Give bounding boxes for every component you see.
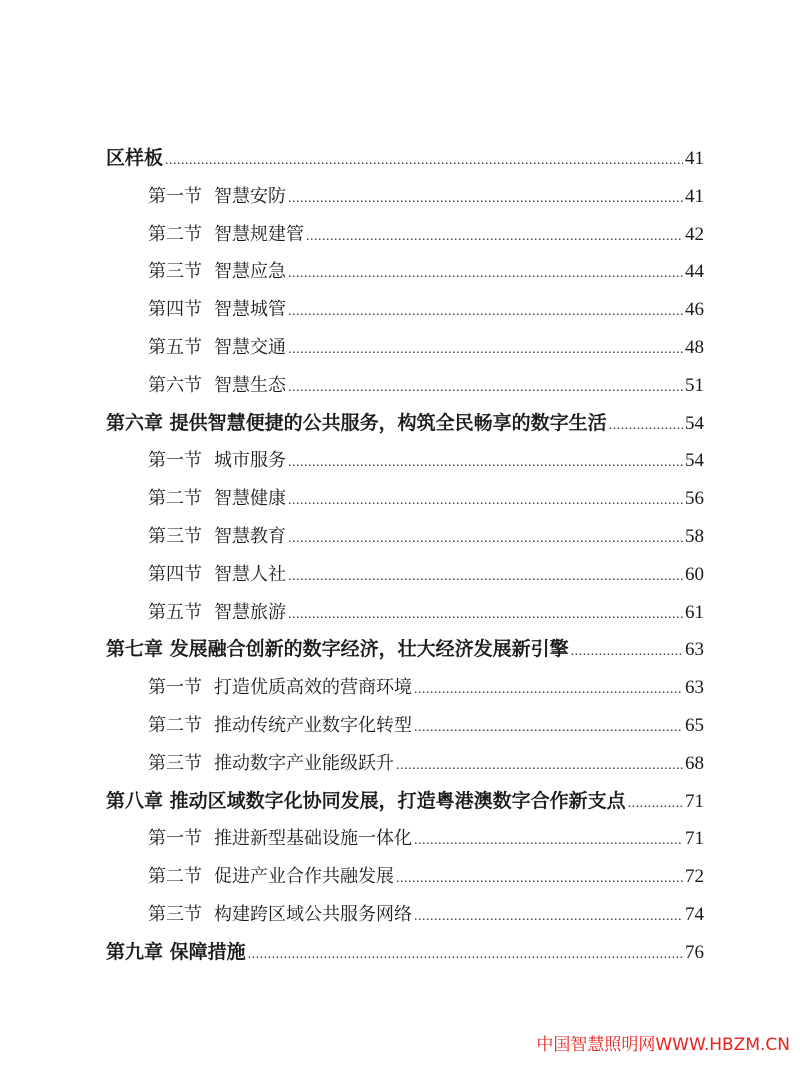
toc-title-text: 第七章 发展融合创新的数字经济，壮大经济发展新引擎 — [106, 638, 569, 661]
toc-title-text: 打造优质高效的营商环境 — [214, 677, 412, 699]
table-of-contents — [106, 140, 704, 972]
dot-leader — [288, 369, 683, 407]
toc-page-number: 51 — [685, 374, 704, 396]
dot-leader — [288, 520, 683, 558]
dot-leader — [288, 482, 683, 520]
toc-title-text: 智慧旅游 — [214, 601, 286, 623]
toc-section-entry[interactable] — [106, 669, 704, 707]
toc-page-number: 63 — [685, 677, 704, 699]
toc-title-text: 推动传统产业数字化转型 — [214, 714, 412, 736]
toc-section-number: 第二节 — [148, 223, 202, 245]
toc-title-text: 智慧健康 — [214, 488, 286, 510]
toc-section-number: 第一节 — [148, 828, 202, 850]
toc-page-number: 60 — [685, 563, 704, 585]
toc-section-number: 第四节 — [148, 563, 202, 585]
toc-section-entry[interactable] — [106, 594, 704, 632]
toc-section-entry[interactable] — [106, 291, 704, 329]
toc-chapter-entry[interactable] — [106, 140, 704, 178]
toc-entry-title — [148, 556, 286, 594]
toc-page-number: 68 — [685, 752, 704, 774]
toc-entry-title — [148, 669, 412, 707]
toc-title-text: 第八章 推动区域数字化协同发展，打造粤港澳数字合作新支点 — [106, 789, 626, 812]
dot-leader — [288, 444, 683, 482]
toc-section-number: 第一节 — [148, 450, 202, 472]
toc-page-number: 71 — [685, 828, 704, 850]
toc-entry-title — [106, 140, 163, 178]
toc-section-number: 第三节 — [148, 752, 202, 774]
toc-section-number: 第六节 — [148, 374, 202, 396]
toc-section-entry[interactable] — [106, 329, 704, 367]
toc-title-text: 智慧安防 — [214, 185, 286, 207]
toc-page-number: 41 — [685, 185, 704, 207]
toc-page-number: 42 — [685, 223, 704, 245]
toc-entry-title — [148, 745, 394, 783]
toc-title-text: 智慧交通 — [214, 336, 286, 358]
dot-leader — [288, 255, 683, 293]
dot-leader — [396, 860, 683, 898]
toc-page-number: 61 — [685, 601, 704, 623]
toc-entry-title — [148, 442, 286, 480]
toc-entry-title — [148, 518, 286, 556]
dot-leader — [396, 747, 683, 785]
toc-section-number: 第五节 — [148, 601, 202, 623]
toc-section-entry[interactable] — [106, 556, 704, 594]
dot-leader — [288, 293, 683, 331]
toc-section-entry[interactable] — [106, 442, 704, 480]
toc-section-number: 第三节 — [148, 903, 202, 925]
dot-leader — [414, 898, 683, 936]
toc-section-entry[interactable] — [106, 253, 704, 291]
toc-section-number: 第三节 — [148, 261, 202, 283]
toc-title-text: 构建跨区域公共服务网络 — [214, 903, 412, 925]
toc-title-text: 区样板 — [106, 147, 164, 169]
dot-leader — [288, 596, 683, 634]
watermark: 中国智慧照明网WWW.HBZM.CN — [536, 1035, 790, 1055]
toc-page-number: 74 — [685, 903, 704, 925]
toc-entry-title — [148, 329, 286, 367]
toc-entry-title — [148, 707, 412, 745]
toc-entry-title — [148, 253, 286, 291]
toc-page-number: 46 — [685, 299, 704, 321]
toc-title-text: 第六章 提供智慧便捷的公共服务，构筑全民畅享的数字生活 — [106, 411, 607, 434]
dot-leader — [414, 709, 683, 747]
toc-title-text: 智慧生态 — [214, 374, 286, 396]
dot-leader — [288, 331, 683, 369]
toc-page-number: 65 — [685, 714, 704, 736]
toc-section-entry[interactable] — [106, 820, 704, 858]
dot-leader — [288, 558, 683, 596]
toc-chapter-entry[interactable] — [106, 934, 704, 972]
toc-chapter-entry[interactable] — [106, 405, 704, 443]
toc-page-number: 54 — [685, 450, 704, 472]
toc-title-text: 促进产业合作共融发展 — [214, 866, 394, 888]
toc-page-number: 63 — [685, 639, 704, 661]
toc-page-number: 72 — [685, 866, 704, 888]
toc-page-number: 71 — [685, 790, 704, 812]
toc-title-text: 智慧教育 — [214, 525, 286, 547]
toc-entry-title — [148, 216, 304, 254]
toc-section-number: 第一节 — [148, 185, 202, 207]
toc-entry-title — [148, 291, 286, 329]
toc-section-entry[interactable] — [106, 367, 704, 405]
toc-section-number: 第四节 — [148, 299, 202, 321]
dot-leader — [165, 142, 683, 180]
toc-section-number: 第五节 — [148, 336, 202, 358]
toc-entry-title — [148, 367, 286, 405]
toc-entry-title — [106, 934, 246, 972]
dot-leader — [571, 633, 683, 671]
toc-section-entry[interactable] — [106, 480, 704, 518]
toc-title-text: 智慧城管 — [214, 299, 286, 321]
toc-section-entry[interactable] — [106, 518, 704, 556]
dot-leader — [628, 785, 683, 823]
toc-title-text: 推进新型基础设施一体化 — [214, 828, 412, 850]
toc-section-entry[interactable] — [106, 858, 704, 896]
toc-section-number: 第二节 — [148, 488, 202, 510]
dot-leader — [288, 180, 683, 218]
toc-entry-title — [148, 480, 286, 518]
toc-section-number: 第一节 — [148, 677, 202, 699]
toc-title-text: 智慧应急 — [214, 261, 286, 283]
dot-leader — [248, 936, 683, 974]
toc-page-number: 58 — [685, 525, 704, 547]
toc-page-number: 41 — [685, 148, 704, 169]
dot-leader — [306, 218, 683, 256]
toc-page-number: 76 — [685, 941, 704, 963]
toc-entry-title — [148, 896, 412, 934]
toc-section-number: 第二节 — [148, 866, 202, 888]
toc-title-text: 智慧人社 — [214, 563, 286, 585]
toc-entry-title — [148, 820, 412, 858]
toc-entry-title — [148, 594, 286, 632]
toc-title-text: 智慧规建管 — [214, 223, 304, 245]
toc-entry-title — [106, 631, 569, 669]
toc-section-entry[interactable] — [106, 707, 704, 745]
toc-page-number: 56 — [685, 488, 704, 510]
toc-title-text: 城市服务 — [214, 450, 286, 472]
toc-section-entry[interactable] — [106, 896, 704, 934]
dot-leader — [609, 407, 683, 445]
toc-title-text: 第九章 保障措施 — [106, 940, 246, 963]
toc-section-entry[interactable] — [106, 178, 704, 216]
toc-page-number: 44 — [685, 261, 704, 283]
toc-entry-title — [106, 405, 607, 443]
toc-entry-title — [106, 783, 626, 821]
toc-section-entry[interactable] — [106, 216, 704, 254]
dot-leader — [414, 822, 683, 860]
toc-chapter-entry[interactable] — [106, 631, 704, 669]
toc-section-number: 第二节 — [148, 714, 202, 736]
toc-section-entry[interactable] — [106, 745, 704, 783]
toc-page-number: 54 — [685, 412, 704, 434]
dot-leader — [414, 671, 683, 709]
toc-chapter-entry[interactable] — [106, 783, 704, 821]
toc-page-number: 48 — [685, 336, 704, 358]
toc-entry-title — [148, 178, 286, 216]
toc-title-text: 推动数字产业能级跃升 — [214, 752, 394, 774]
toc-entry-title — [148, 858, 394, 896]
toc-section-number: 第三节 — [148, 525, 202, 547]
